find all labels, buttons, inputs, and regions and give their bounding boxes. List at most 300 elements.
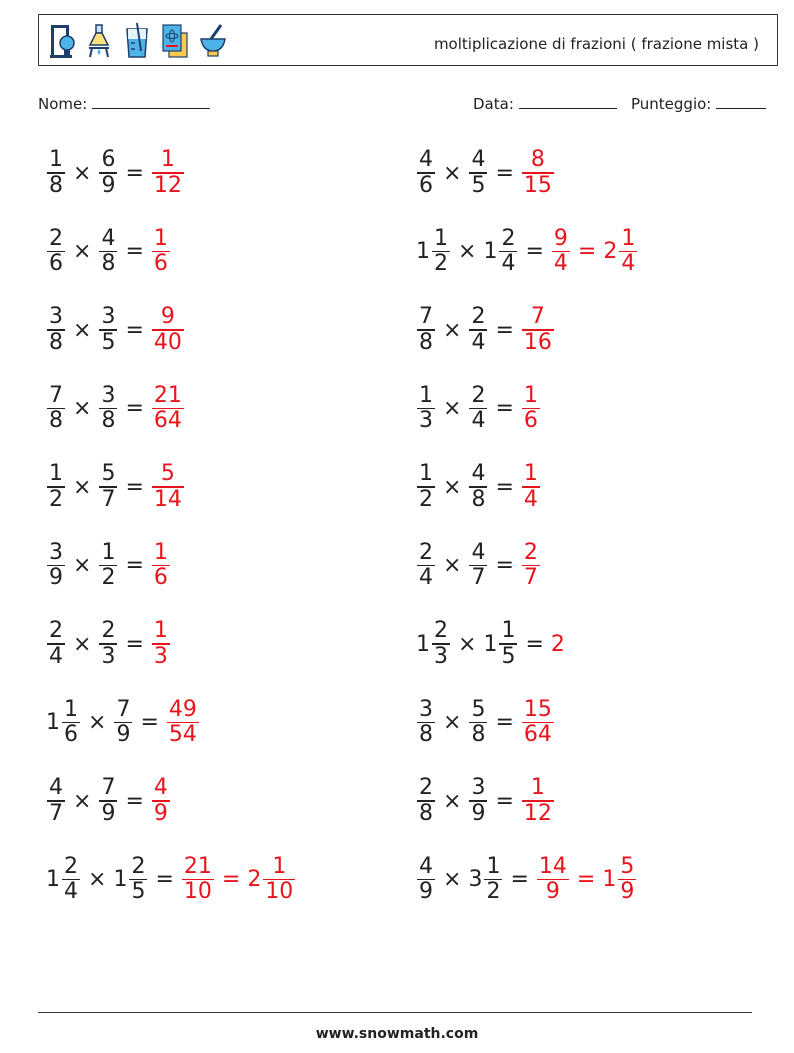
times-sign: × [443, 553, 462, 578]
answer-term [602, 855, 637, 905]
denominator: 9 [49, 565, 63, 591]
numerator: 1 [153, 618, 168, 644]
equals-sign: = [510, 867, 529, 892]
denominator: 9 [101, 172, 116, 198]
numerator: 4 [471, 461, 486, 487]
times-sign: × [73, 396, 92, 421]
whole-number: 2 [550, 631, 565, 657]
numerator: 9 [160, 304, 175, 330]
fraction [182, 855, 214, 905]
factor-b [98, 462, 118, 512]
answer-term [521, 698, 555, 748]
numerator: 7 [419, 304, 433, 330]
answer-term [151, 227, 171, 277]
fraction [522, 776, 554, 826]
factor-b [98, 384, 118, 434]
numerator: 1 [434, 225, 448, 251]
fraction [417, 698, 435, 748]
beaker-icon [123, 21, 151, 59]
numerator: 4 [471, 539, 486, 565]
factor-b [468, 776, 488, 826]
problem-item [416, 769, 555, 833]
whole-number: 3 [468, 867, 483, 892]
name-blank[interactable] [92, 94, 210, 109]
factor-b [468, 698, 488, 748]
factor-a [416, 619, 451, 669]
equals-sign: = [221, 867, 241, 892]
answer [151, 619, 171, 669]
fraction [499, 619, 517, 669]
answer-term [521, 148, 555, 198]
factor-b [468, 384, 488, 434]
fraction [484, 855, 502, 905]
times-sign: × [73, 631, 92, 657]
fraction [522, 305, 554, 355]
denominator: 54 [168, 722, 197, 748]
numerator: 1 [160, 147, 175, 173]
denominator: 2 [434, 251, 448, 277]
fraction [417, 776, 435, 826]
problem-item [46, 141, 185, 205]
numerator: 21 [153, 382, 182, 408]
numerator: 2 [49, 618, 63, 644]
numerator: 7 [49, 382, 63, 408]
fraction [99, 462, 117, 512]
numerator: 2 [131, 853, 146, 879]
denominator: 4 [49, 643, 63, 669]
fraction [99, 619, 117, 669]
fraction [167, 698, 199, 748]
score-blank[interactable] [716, 94, 766, 109]
denominator: 8 [101, 408, 116, 434]
answer [521, 148, 555, 198]
whole-number: 1 [46, 710, 60, 735]
factor-a [46, 619, 66, 669]
denominator: 64 [523, 722, 552, 748]
answer-term [166, 698, 200, 748]
equals-sign: = [495, 317, 514, 343]
fraction [152, 384, 184, 434]
fraction [469, 462, 487, 512]
denominator: 6 [49, 251, 63, 277]
factor-a [46, 148, 66, 198]
problem-item [416, 377, 541, 441]
numerator: 2 [471, 304, 486, 330]
problem-item [416, 691, 555, 755]
answer [151, 541, 171, 591]
answer-term [151, 619, 171, 669]
problem-item [46, 220, 171, 284]
fraction [62, 698, 80, 748]
factor-b [468, 148, 488, 198]
times-sign: × [73, 788, 92, 814]
answer [166, 698, 200, 748]
equals-sign: = [125, 317, 144, 343]
equals-sign: = [495, 788, 514, 814]
numerator: 9 [553, 225, 568, 251]
denominator: 14 [153, 486, 182, 512]
fraction [469, 541, 487, 591]
fraction [432, 619, 450, 669]
denominator: 9 [471, 800, 486, 826]
denominator: 2 [101, 565, 116, 591]
denominator: 7 [523, 565, 538, 591]
numerator: 7 [101, 775, 116, 801]
answer [151, 462, 185, 512]
answer-term [151, 462, 185, 512]
problem-item [46, 298, 185, 362]
times-sign: × [443, 474, 462, 500]
numerator: 5 [101, 461, 116, 487]
fraction [152, 776, 170, 826]
equals-sign: = [525, 239, 544, 264]
numerator: 1 [64, 696, 78, 722]
fraction [99, 776, 117, 826]
times-sign: × [88, 710, 107, 735]
fraction [522, 541, 540, 591]
answer [521, 462, 541, 512]
denominator: 7 [101, 486, 116, 512]
fraction [469, 384, 487, 434]
numerator: 1 [523, 461, 538, 487]
date-blank[interactable] [519, 94, 617, 109]
numerator: 6 [101, 147, 116, 173]
denominator: 64 [153, 408, 182, 434]
fraction [469, 776, 487, 826]
problem-item [416, 848, 637, 912]
factor-b [98, 227, 118, 277]
equals-sign: = [495, 396, 514, 421]
numerator: 1 [419, 461, 433, 487]
fraction [417, 462, 435, 512]
denominator: 4 [471, 329, 486, 355]
numerator: 5 [160, 461, 175, 487]
times-sign: × [443, 710, 462, 735]
equals-sign: = [125, 396, 144, 421]
fraction [522, 148, 554, 198]
answer-term [151, 148, 185, 198]
whole-number: 1 [416, 631, 430, 657]
factor-b [483, 619, 518, 669]
fraction [47, 619, 65, 669]
denominator: 7 [471, 565, 486, 591]
denominator: 4 [553, 251, 568, 277]
denominator: 8 [419, 722, 433, 748]
answer-term [521, 776, 555, 826]
fraction [417, 855, 435, 905]
equals-sign: = [495, 710, 514, 735]
answer-term [603, 227, 638, 277]
numerator: 1 [272, 853, 287, 879]
numerator: 2 [64, 853, 78, 879]
whole-number: 2 [247, 867, 262, 892]
date-field [473, 94, 617, 113]
denominator: 3 [101, 643, 116, 669]
answer-term [181, 855, 215, 905]
answer [151, 384, 185, 434]
factor-b [98, 541, 118, 591]
equals-sign: = [125, 239, 144, 264]
fraction [469, 305, 487, 355]
fraction [152, 462, 184, 512]
times-sign: × [443, 317, 462, 343]
denominator: 8 [49, 172, 63, 198]
answer [151, 227, 171, 277]
times-sign: × [443, 867, 462, 892]
answer-term [151, 776, 171, 826]
answer [151, 148, 185, 198]
fraction [47, 148, 65, 198]
answer-term [521, 462, 541, 512]
denominator: 12 [153, 172, 182, 198]
denominator: 5 [501, 643, 516, 669]
factor-b [468, 462, 488, 512]
numerator: 5 [620, 853, 635, 879]
numerator: 1 [49, 147, 63, 173]
equals-sign: = [577, 239, 597, 264]
denominator: 6 [153, 565, 168, 591]
fraction [552, 227, 570, 277]
problem-item [46, 377, 185, 441]
numerator: 2 [101, 618, 116, 644]
numerator: 4 [419, 147, 433, 173]
answer [521, 305, 555, 355]
denominator: 2 [419, 486, 433, 512]
denominator: 4 [64, 879, 78, 905]
numerator: 1 [530, 775, 545, 801]
numerator: 8 [530, 147, 545, 173]
fraction [99, 541, 117, 591]
denominator: 8 [471, 722, 486, 748]
factor-a [46, 855, 81, 905]
problem-item [46, 612, 171, 676]
denominator: 8 [49, 408, 63, 434]
fraction [152, 541, 170, 591]
numerator: 1 [621, 225, 636, 251]
date-label: Data: [473, 95, 514, 113]
fraction [522, 698, 554, 748]
denominator: 3 [434, 643, 448, 669]
numerator: 2 [49, 225, 63, 251]
denominator: 2 [49, 486, 63, 512]
times-sign: × [443, 160, 462, 186]
fraction [522, 462, 540, 512]
whole-number: 1 [602, 867, 617, 892]
denominator: 9 [545, 879, 560, 905]
factor-a [416, 776, 436, 826]
fraction [47, 541, 65, 591]
numerator: 1 [419, 382, 433, 408]
equals-sign: = [525, 631, 544, 657]
whole-number: 1 [113, 867, 128, 892]
denominator: 4 [621, 251, 636, 277]
denominator: 2 [486, 879, 501, 905]
problem-item [46, 769, 171, 833]
name-label: Nome: [38, 95, 88, 113]
answer [521, 541, 541, 591]
times-sign: × [458, 239, 477, 264]
answer-term [151, 305, 185, 355]
factor-b [483, 227, 518, 277]
answer [551, 227, 638, 277]
times-sign: × [443, 396, 462, 421]
denominator: 3 [419, 408, 433, 434]
problem-item [416, 141, 555, 205]
whole-number: 1 [416, 239, 430, 264]
numerator: 3 [471, 775, 486, 801]
problem-item [46, 455, 185, 519]
equals-sign: = [125, 160, 144, 186]
denominator: 12 [523, 800, 552, 826]
factor-b [468, 541, 488, 591]
fraction [152, 227, 170, 277]
denominator: 8 [49, 329, 63, 355]
fraction [263, 855, 295, 905]
numerator: 3 [49, 304, 63, 330]
numerator: 2 [471, 382, 486, 408]
factor-a [46, 462, 66, 512]
header-icons [47, 21, 227, 59]
times-sign: × [443, 788, 462, 814]
denominator: 5 [471, 172, 486, 198]
numerator: 15 [523, 696, 552, 722]
denominator: 8 [101, 251, 116, 277]
times-sign: × [73, 160, 92, 186]
fraction [469, 698, 487, 748]
factor-a [416, 698, 436, 748]
denominator: 16 [523, 329, 552, 355]
answer-term [536, 855, 570, 905]
numerator: 1 [49, 461, 63, 487]
factor-b [468, 305, 488, 355]
denominator: 8 [419, 800, 433, 826]
equals-sign: = [155, 867, 174, 892]
factor-b [468, 855, 503, 905]
numerator: 21 [183, 853, 212, 879]
times-sign: × [458, 631, 477, 657]
answer-term [521, 541, 541, 591]
fraction [99, 148, 117, 198]
answer [521, 384, 541, 434]
numerator: 7 [530, 304, 545, 330]
denominator: 40 [153, 329, 182, 355]
fraction [47, 384, 65, 434]
equals-sign: = [495, 160, 514, 186]
fraction [47, 227, 65, 277]
fraction [152, 619, 170, 669]
problem-item [416, 455, 541, 519]
fraction [47, 305, 65, 355]
fraction [469, 148, 487, 198]
denominator: 10 [183, 879, 212, 905]
name-field [38, 94, 210, 113]
numerator: 1 [523, 382, 538, 408]
denominator: 9 [419, 879, 433, 905]
denominator: 9 [620, 879, 635, 905]
footer-url: www.snowmath.com [315, 1026, 479, 1042]
denominator: 5 [101, 329, 116, 355]
factor-a [416, 384, 436, 434]
mortar-pestle-icon [199, 21, 227, 59]
factor-b [98, 619, 118, 669]
answer-term [551, 227, 571, 277]
factor-a [46, 541, 66, 591]
factor-a [416, 305, 436, 355]
denominator: 6 [64, 722, 78, 748]
equals-sign: = [125, 631, 144, 657]
denominator: 4 [471, 408, 486, 434]
numerator: 3 [49, 539, 63, 565]
numerator: 4 [419, 853, 433, 879]
factor-a [46, 776, 66, 826]
numerator: 4 [101, 225, 116, 251]
numerator: 49 [168, 696, 197, 722]
equals-sign: = [125, 474, 144, 500]
answer-term [521, 384, 541, 434]
denominator: 4 [419, 565, 433, 591]
fraction [417, 541, 435, 591]
denominator: 7 [49, 800, 63, 826]
answer [536, 855, 637, 905]
factor-a [46, 384, 66, 434]
numerator: 3 [101, 304, 116, 330]
answer [151, 776, 171, 826]
numerator: 3 [419, 696, 433, 722]
times-sign: × [73, 474, 92, 500]
numerator: 1 [486, 853, 501, 879]
numerator: 2 [501, 225, 516, 251]
score-label: Punteggio: [631, 95, 712, 113]
flask-burner-icon [85, 21, 113, 59]
fraction [114, 698, 132, 748]
factor-a [416, 462, 436, 512]
answer [181, 855, 296, 905]
answer-term [247, 855, 296, 905]
denominator: 6 [153, 251, 168, 277]
fraction [537, 855, 569, 905]
problem-item [416, 298, 555, 362]
equals-sign: = [140, 710, 159, 735]
problem-item [46, 534, 171, 598]
retort-stand-icon [47, 21, 75, 59]
numerator: 2 [523, 539, 538, 565]
denominator: 6 [419, 172, 433, 198]
equals-sign: = [125, 553, 144, 578]
factor-a [416, 855, 436, 905]
fraction [99, 384, 117, 434]
numerator: 4 [49, 775, 63, 801]
worksheet-header [38, 14, 778, 66]
fraction [47, 462, 65, 512]
numerator: 4 [153, 775, 168, 801]
answer [521, 776, 555, 826]
factor-b [98, 148, 118, 198]
fraction [99, 227, 117, 277]
denominator: 10 [265, 879, 294, 905]
times-sign: × [73, 553, 92, 578]
fraction [619, 227, 637, 277]
numerator: 4 [471, 147, 486, 173]
equals-sign: = [125, 788, 144, 814]
fraction [62, 855, 80, 905]
fraction [417, 305, 435, 355]
equals-sign: = [495, 474, 514, 500]
factor-a [46, 698, 81, 748]
fraction [417, 148, 435, 198]
numerator: 1 [153, 225, 168, 251]
numerator: 1 [101, 539, 116, 565]
fraction [432, 227, 450, 277]
